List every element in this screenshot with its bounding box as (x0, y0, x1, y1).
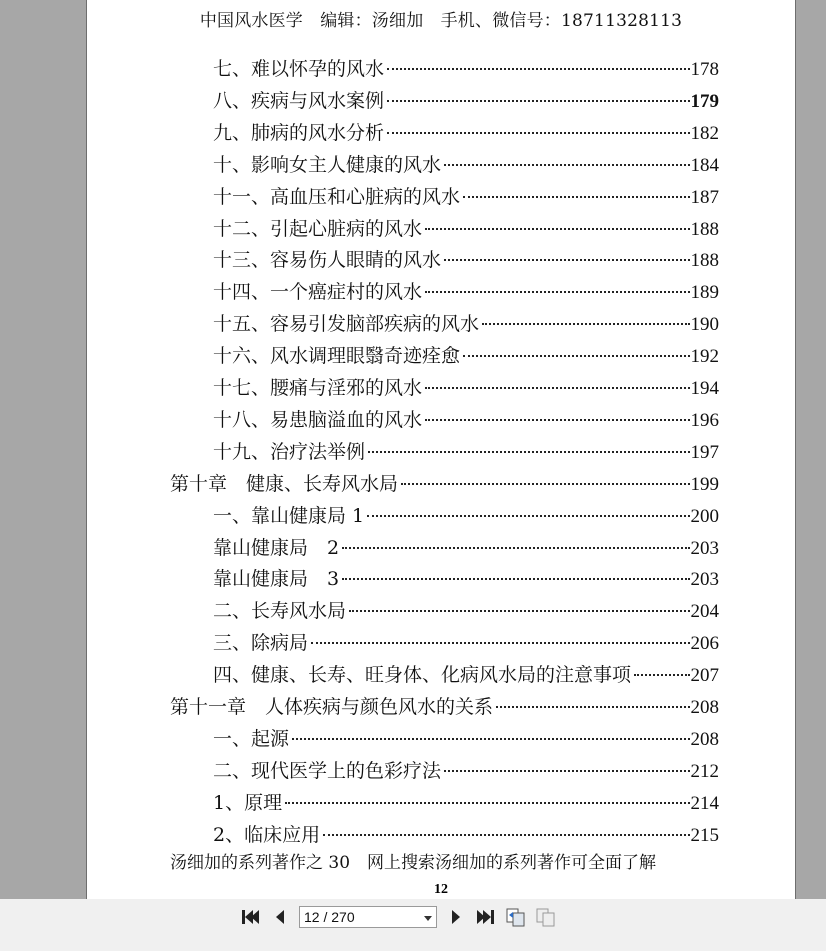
toc-entry-page: 200 (690, 505, 719, 527)
toc-leader-dots (285, 802, 689, 804)
toc-entry-label: 三、除病局 (213, 632, 309, 655)
toc-leader-dots (425, 228, 689, 230)
toc-entry-page: 178 (690, 59, 719, 80)
toc-entry[interactable] (213, 596, 719, 624)
toc-leader-dots (634, 674, 689, 676)
toc-entry-page: 197 (690, 441, 719, 463)
toc-entry[interactable] (213, 214, 719, 242)
toc-entry[interactable] (213, 501, 719, 529)
toc-leader-dots (292, 738, 689, 740)
toc-entry-label: 第十一章 人体疾病与颜色风水的关系 (170, 696, 494, 718)
toc-entry-label: 靠山健康局 3 (213, 568, 340, 591)
toc-entry[interactable] (213, 245, 719, 273)
toc-entry-label: 十五、容易引发脑部疾病的风水 (213, 313, 480, 336)
toc-entry[interactable] (213, 309, 719, 337)
toc-entry-page: 192 (690, 346, 719, 368)
toc-entry-label: 十二、引起心脏病的风水 (213, 217, 423, 240)
toc-entry-label: 七、难以怀孕的风水 (213, 58, 385, 80)
toc-entry-page: 190 (690, 314, 719, 336)
toc-entry-page: 179 (690, 90, 719, 112)
first-page-icon[interactable] (239, 905, 261, 929)
toc-entry-page: 194 (690, 378, 719, 399)
toc-leader-dots (444, 259, 689, 261)
previous-page-icon[interactable] (269, 905, 291, 929)
page-footer: 汤细加的系列著作之 30 网上搜索汤细加的系列著作可全面了解 (170, 853, 657, 873)
page-number-selector[interactable] (299, 906, 437, 928)
toc-entry[interactable] (213, 660, 719, 688)
toc-leader-dots (323, 834, 689, 836)
toc-entry-page: 214 (690, 792, 719, 814)
toc-leader-dots (387, 100, 689, 102)
toc-entry-label: 2、临床应用 (213, 823, 321, 846)
toc-entry-page: 203 (690, 537, 719, 559)
toc-entry-page: 187 (690, 186, 719, 208)
toc-leader-dots (401, 483, 689, 485)
toc-entry-label: 靠山健康局 2 (213, 536, 340, 559)
toc-entry-label: 一、起源 (213, 727, 290, 750)
toc-entry-page: 189 (690, 282, 719, 304)
toc-leader-dots (387, 132, 689, 134)
toc-entry-label: 二、长寿风水局 (213, 600, 347, 623)
toc-leader-dots (425, 387, 689, 389)
toc-leader-dots (496, 706, 689, 708)
toc-leader-dots (482, 323, 689, 325)
toc-leader-dots (367, 515, 689, 517)
toc-entry-page: 207 (690, 665, 719, 687)
page-header: 中国风水医学 编辑：汤细加 手机、微信号：18711328113 (199, 11, 683, 31)
toc-entry-page: 182 (690, 122, 719, 144)
toc-leader-dots (444, 164, 689, 166)
page-indicator: 12 / 270 (304, 909, 355, 925)
toc-entry-label: 十九、治疗法举例 (213, 440, 366, 463)
last-page-icon[interactable] (475, 905, 497, 929)
page-number: 12 (434, 882, 448, 897)
toc-entry[interactable] (213, 182, 719, 210)
toc-entry[interactable] (213, 150, 719, 178)
toc-entry-label: 四、健康、长寿、旺身体、化病风水局的注意事项 (213, 664, 632, 687)
toc-leader-dots (311, 642, 689, 644)
toc-leader-dots (387, 68, 689, 70)
toc-entry-page: 203 (690, 569, 719, 591)
toc-entry[interactable] (213, 820, 719, 848)
toc-entry[interactable] (213, 756, 719, 784)
toc-entry-page: 208 (690, 728, 719, 750)
toc-leader-dots (342, 578, 689, 580)
toc-entry[interactable] (170, 469, 719, 497)
toc-entry-label: 十一、高血压和心脏病的风水 (213, 185, 461, 208)
toc-entry[interactable] (170, 692, 719, 720)
toc-entry-page: 212 (690, 760, 719, 782)
chevron-down-icon (424, 909, 432, 925)
toc-entry-label: 1、原理 (213, 791, 283, 814)
status-area (0, 935, 826, 951)
toc-entry[interactable] (213, 405, 719, 433)
toc-entry-page: 188 (690, 250, 719, 272)
toc-entry-label: 十七、腰痛与淫邪的风水 (213, 377, 423, 399)
toc-entry[interactable] (213, 54, 719, 82)
toc-entry-label: 八、疾病与风水案例 (213, 89, 385, 112)
toc-entry-page: 188 (690, 218, 719, 240)
toc-leader-dots (444, 770, 689, 772)
toc-entry[interactable] (213, 564, 719, 592)
toc-entry-label: 十四、一个癌症村的风水 (213, 281, 423, 304)
toc-entry-label: 二、现代医学上的色彩疗法 (213, 759, 442, 782)
toc-leader-dots (425, 419, 689, 421)
toc-entry[interactable] (213, 628, 719, 656)
toc-entry-page: 196 (690, 409, 719, 431)
toc-leader-dots (342, 547, 689, 549)
toc-entry[interactable] (213, 724, 719, 752)
toc-leader-dots (425, 291, 689, 293)
toc-entry-label: 一、靠山健康局 1 (213, 504, 365, 527)
toc-entry[interactable] (213, 86, 719, 114)
toc-leader-dots (349, 610, 689, 612)
toc-entry[interactable] (213, 373, 719, 401)
toc-entry-label: 十三、容易伤人眼睛的风水 (213, 249, 442, 272)
toc-entry[interactable] (213, 788, 719, 816)
toc-entry-page: 206 (690, 633, 719, 655)
toc-entry-label: 第十章 健康、长寿风水局 (170, 472, 399, 495)
toc-leader-dots (463, 355, 689, 357)
two-page-view-icon[interactable] (535, 905, 557, 929)
toc-entry-page: 215 (690, 824, 719, 846)
toc-entry-page: 199 (690, 473, 719, 495)
toc-entry-page: 184 (690, 154, 719, 176)
next-page-icon[interactable] (445, 905, 467, 929)
document-page (86, 0, 796, 899)
toc-entry[interactable] (213, 277, 719, 305)
toc-entry-page: 204 (690, 601, 719, 623)
toc-entry-label: 九、肺病的风水分析 (213, 121, 385, 144)
toc-leader-dots (463, 196, 689, 198)
toc-entry-label: 十六、风水调理眼翳奇迹痊愈 (213, 345, 461, 368)
toc-entry[interactable] (213, 341, 719, 369)
toc-entry[interactable] (213, 437, 719, 465)
toc-entry[interactable] (213, 118, 719, 146)
toc-entry-page: 208 (690, 697, 719, 718)
single-page-view-icon[interactable] (505, 905, 527, 929)
toc-entry[interactable] (213, 533, 719, 561)
toc-leader-dots (368, 451, 689, 453)
toc-entry-label: 十、影响女主人健康的风水 (213, 153, 442, 176)
pdf-navigation-toolbar (0, 899, 826, 935)
toc-entry-label: 十八、易患脑溢血的风水 (213, 408, 423, 431)
